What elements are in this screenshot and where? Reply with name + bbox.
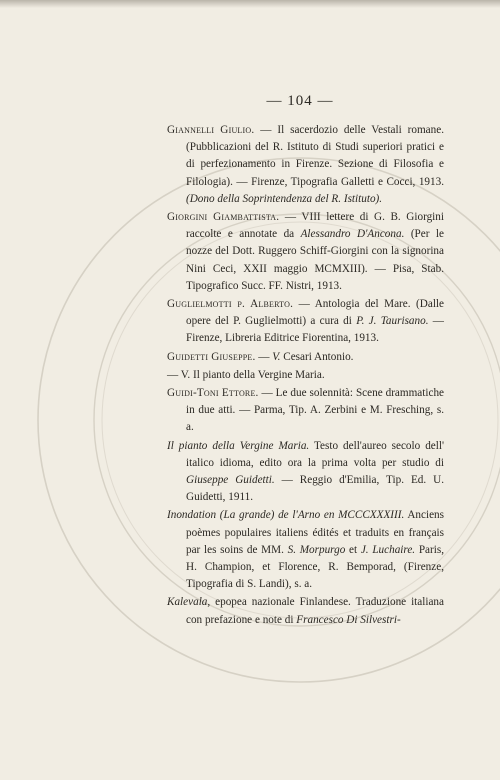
entry-text: — Firenze, Libreria Editrice Fiorentina, 1913. [186,315,444,345]
bibliography-entry [167,122,444,208]
entry-author: Guglielmotti p. Alberto. [167,298,294,311]
entry-text: — [255,350,273,363]
entry-editor: J. Luchaire. [360,543,416,556]
entry-text: — VIII lettere di G. B. Giorgini raccolte e annotate da [186,211,444,241]
entry-text: epopea nazionale Finlandese. Traduzione italiana con prefazione e note di [186,596,444,626]
bibliography-entry [167,385,444,437]
entry-text: Cesari Antonio. [280,350,354,363]
entry-text: — Antologia del Mare. (Dalle opere del P. Guglielmotti) a cura di [186,298,445,328]
bibliography-entry [167,296,444,348]
entry-editor: Francesco Di Silvestri- [296,613,401,626]
entry-title: Inondation (La grande) de l'Arno en MCCCXXXIII. [167,509,405,522]
entry-editor: Giuseppe Guidetti. [186,474,275,487]
bibliography-entry [167,594,444,628]
entry-note: (Dono della Soprintendenza del R. Istituto). [186,192,383,205]
entry-text: (Per le nozze del Dott. Ruggero Schiff-Giorgini con la signorina Nini Ceci, XXII maggio MCMXIII). — Pisa, Stab. Tipografico Succ. FF. Nistri, 1913. [186,228,444,292]
entry-author: Guidi-Toni Ettore. [167,387,259,400]
entry-author: Guidetti Giuseppe. [167,350,256,363]
entry-editor: P. J. Taurisano. [356,315,429,328]
entry-text: — V. Il pianto della Vergine Maria. [167,368,325,381]
bibliography-entry [167,438,444,507]
bibliography-entry [167,367,444,384]
page-number: — 104 — [266,93,334,109]
entry-text: — Le due solennità: Scene drammatiche in due atti. — Parma, Tip. A. Zerbini e M. Fresching, s. a. [186,387,445,434]
entry-text: Anciens poèmes populaires italiens édités et traduits en français par les soins de MM. [186,509,444,556]
entry-editor: S. Morpurgo [287,543,346,556]
entry-author: Giannelli Giulio. [167,124,255,136]
bibliography-entry [167,507,444,593]
entry-see-also: V. [272,350,281,363]
entry-text: — Il sacerdozio delle Vestali romane. (Pubblicazioni del R. Istituto di Studi superiori pratici e di perfezionamento in Firenze. Sezione di Filosofia e Filologia). — Firenze, Tipografia Galletti e Cocci, 1913. [186,124,444,188]
entry-text: — Reggio d'Emilia, Tip. Ed. U. Guidetti, 1911. [186,474,445,504]
bibliography-list [167,122,444,630]
bibliography-entry [167,349,444,366]
entry-title: Il pianto della Vergine Maria. [167,439,310,452]
entry-text: et [345,543,361,556]
entry-title: Kalevala, [167,596,211,609]
entry-text: Testo dell'aureo secolo dell' italico idioma, edito ora la prima volta per studio di [186,439,444,469]
page-top-edge-shadow [0,0,500,8]
entry-editor: Alessandro D'Ancona. [300,228,405,241]
bibliography-entry [167,209,444,295]
entry-text: Paris, H. Champion, et Florence, R. Bemporad, (Firenze, Tipografia di S. Landi), s. a. [186,543,444,591]
entry-author: Giorgini Giambattista. [167,211,280,224]
